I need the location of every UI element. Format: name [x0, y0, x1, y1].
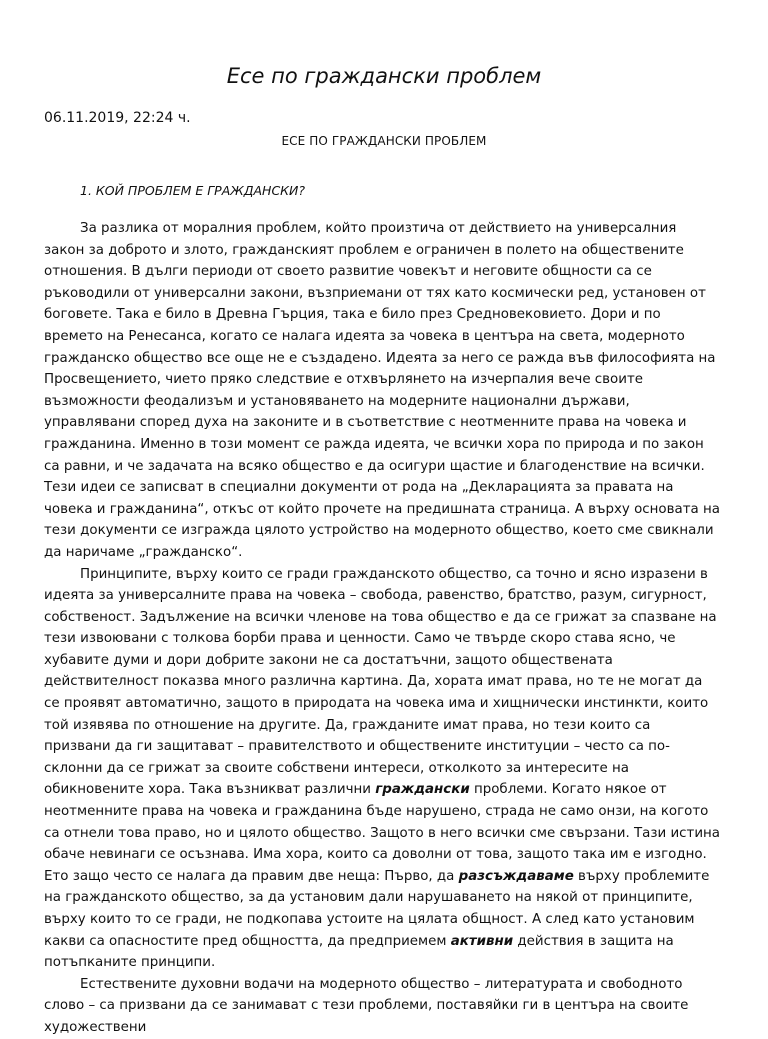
emphasis-reason: разсъждаваме — [458, 868, 574, 884]
section-heading: 1. КОЙ ПРОБЛЕМ Е ГРАЖДАНСКИ? — [80, 183, 306, 198]
date-line: 06.11.2019, 22:24 ч. — [44, 110, 191, 126]
paragraph-2-text-3: върху проблемите на гражданското общество, за да установим дали нарушаването на някой от принципите, върху които то се гради, не подкопава устоите на цялата общност. А след като установим какви са опасностите пред общността, да предприемем — [44, 868, 710, 949]
emphasis-active: активни — [450, 933, 514, 949]
essay-heading: ЕСЕ ПО ГРАЖДАНСКИ ПРОБЛЕМ — [281, 134, 487, 148]
paragraph-2-text-1: Принципите, върху които се гради гражданското общество, са точно и ясно изразени в идеята за универсалните права на човека – свобода, равенство, братство, разум, сигурност, собственост. Задължение на всички членове на това общество е да се грижат за спазване на тези извоювани с толкова борби права и ценности. Само че твърде скоро става ясно, че хубавите думи и дори добрите закони не са достатъчни, защото обществената действителност показва много различна картина. Да, хората имат права, но те не могат да се проявят автоматично, защото в природата на човека има и хищнически инстинкти, които той изявява по отношение на другите. Да, гражданите имат права, но тези които са призвани да ги защитават – правителството и обществените институции – често са по-склонни да се грижат за своите собствени интереси, отколкото за интересите на обикновените хора. Така възникват различни — [44, 566, 717, 798]
paragraph-3: Естествените духовни водачи на модерното общество – литературата и свободното слово – са призвани да се занимават с тези проблеми, поставяйки ги в центъра на своите художествени — [44, 976, 689, 1035]
document-title: Есе по граждански проблем — [226, 64, 542, 88]
paragraph-2 — [44, 564, 720, 974]
emphasis-civic: граждански — [375, 782, 470, 798]
paragraph-2-text-4: действия в защита на потъпканите принципи. — [44, 933, 674, 971]
paragraph-2-text-2: проблеми. Когато някое от неотменните права на човека и гражданина бъде нарушено, страда не само онзи, на когото са отнели това право, но и цялото общество. Защото в него всички сме свързани. Тази истина обаче невинаги се осъзнава. Има хора, които са доволни от това, защото така им е изгодно. Ето защо често се налага да правим две неща: Първо, да — [44, 782, 720, 884]
essay-body — [44, 218, 720, 1039]
paragraph-1: За разлика от моралния проблем, който произтича от действието на универсалния закон за доброто и злото, гражданският проблем е ограничен в полето на обществените отношения. В дълги периоди от своето развитие човекът и неговите общности са се ръководили от универсални закони, възприемани от тях като космически ред, установен от боговете. Така е било в Древна Гърция, така е било през Средновековието. Дори и по времето на Ренесанса, когато се налага идеята за човека в центъра на света, модерното гражданско общество все още не е създадено. Идеята за него се ражда във философията на Просвещението, чието пряко следствие е отхвърлянето на изчерпалия вече своите възможности феодализъм и установяването на модерните национални държави, управлявани според духа на законите и в съответствие с неотменните права на човека и гражданина. Именно в този момент се ражда идеята, че всички хора по природа и по закон са равни, и че задачата на всяко общество е да осигури щастие и благоденствие на всички. Тези идеи се записват в специални документи от рода на „Декларацията за правата на човека и гражданина“, откъс от който прочете на предишната страница. А върху основата на тези документи се изгражда цялото устройство на модерното общество, което сме свикнали да наричаме „гражданско“. — [44, 221, 720, 560]
